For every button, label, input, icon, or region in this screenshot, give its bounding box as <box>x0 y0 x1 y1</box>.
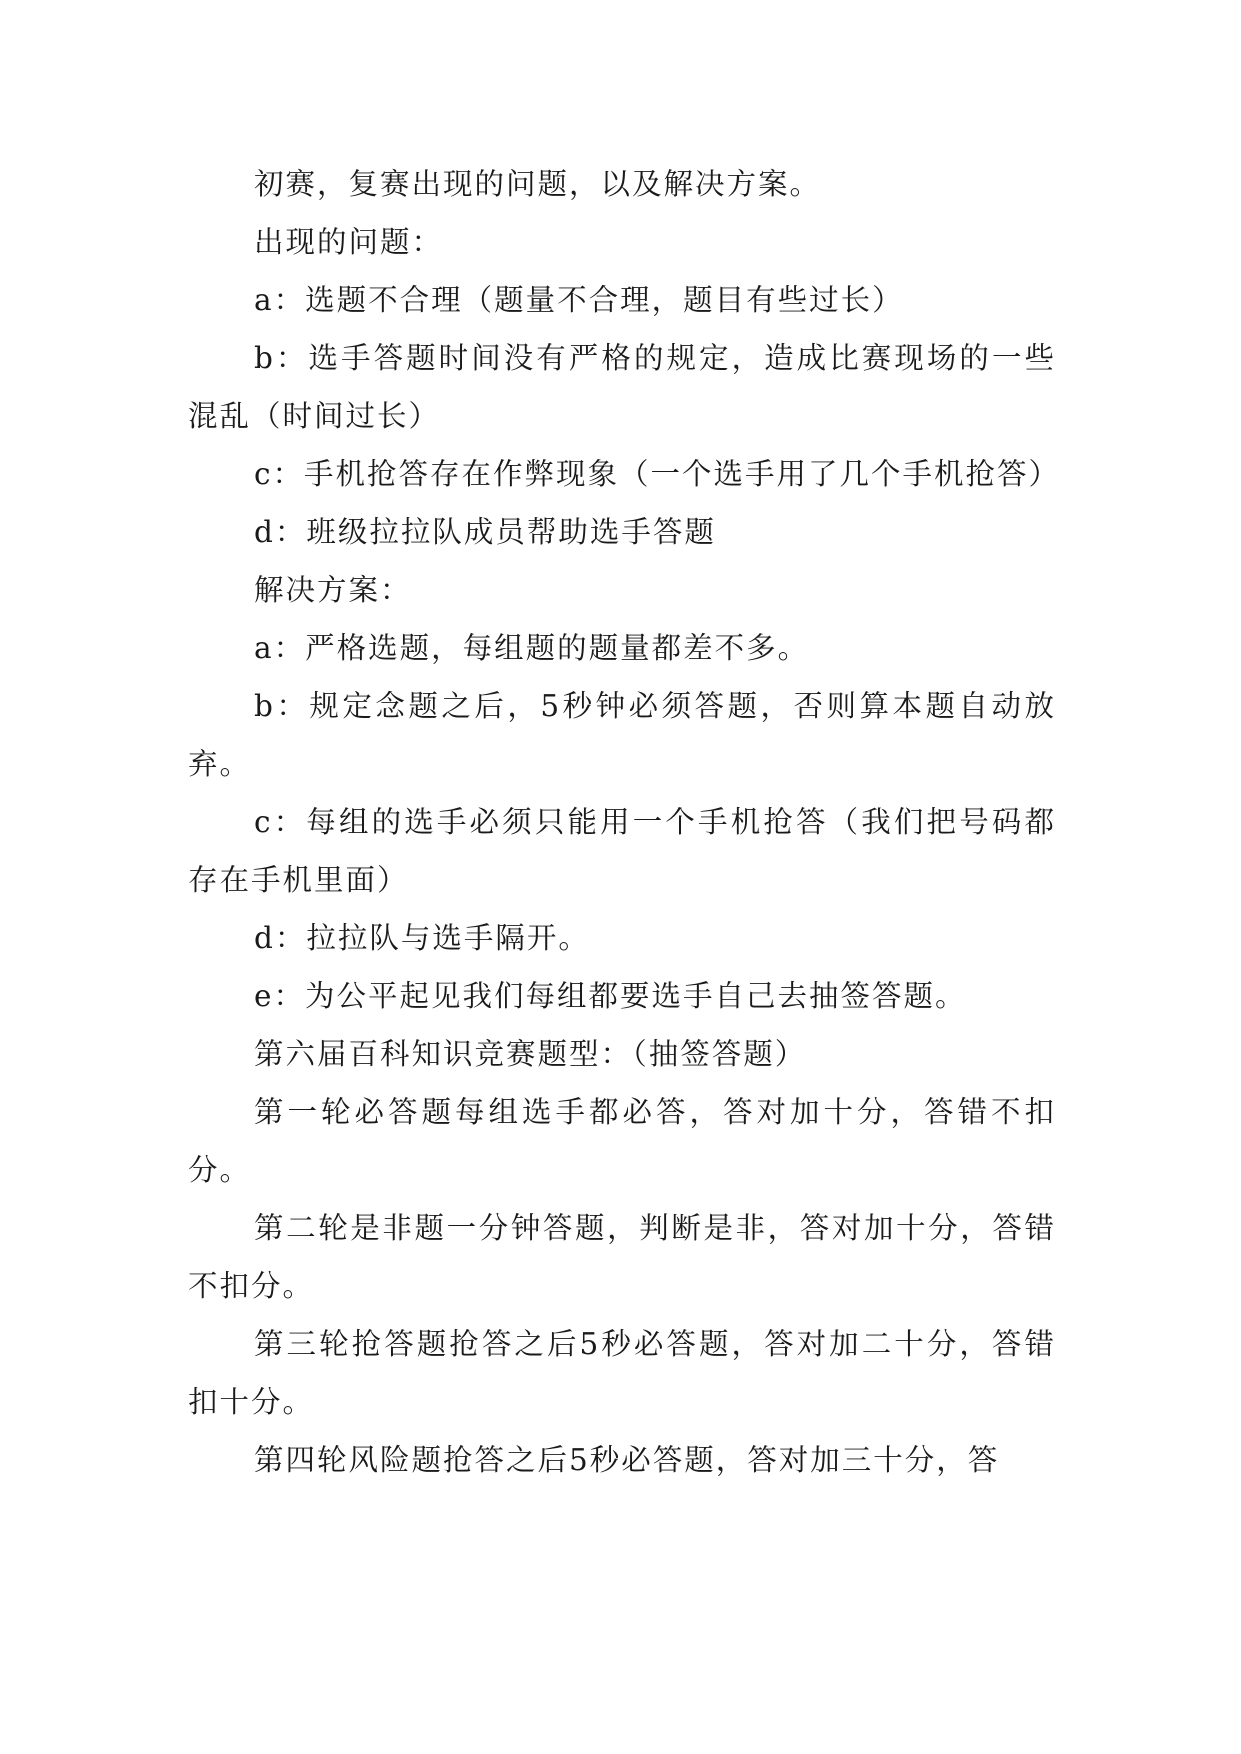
paragraph-problem-d: d：班级拉拉队成员帮助选手答题 <box>254 515 716 549</box>
paragraph-solution-e: e：为公平起见我们每组都要选手自己去抽签答题。 <box>254 979 967 1013</box>
paragraph-solution-d: d：拉拉队与选手隔开。 <box>254 921 590 955</box>
paragraph-solution-c: c：每组的选手必须只能用一个手机抢答（我们把号码都存在手机里面） <box>188 805 1056 897</box>
paragraph-problem-c: c：手机抢答存在作弊现象（一个选手用了几个手机抢答） <box>254 457 1061 491</box>
paragraph-solution-b: b：规定念题之后，5秒钟必须答题，否则算本题自动放弃。 <box>188 689 1056 781</box>
paragraph-problem-a: a：选题不合理（题量不合理，题目有些过长） <box>254 283 904 317</box>
paragraph-contest-format: 第六届百科知识竞赛题型：（抽签答题） <box>254 1037 807 1071</box>
paragraph-intro: 初赛，复赛出现的问题，以及解决方案。 <box>254 167 822 201</box>
document-body <box>188 155 1061 1489</box>
paragraph-problem-b: b：选手答题时间没有严格的规定，造成比赛现场的一些混乱（时间过长） <box>188 341 1056 433</box>
paragraph-round-3: 第三轮抢答题抢答之后5秒必答题，答对加二十分，答错扣十分。 <box>188 1327 1056 1419</box>
paragraph-round-1: 第一轮必答题每组选手都必答，答对加十分，答错不扣分。 <box>188 1095 1056 1187</box>
paragraph-problems-heading: 出现的问题： <box>254 225 444 259</box>
paragraph-round-4: 第四轮风险题抢答之后5秒必答题，答对加三十分，答 <box>254 1443 1000 1477</box>
paragraph-solution-a: a：严格选题，每组题的题量都差不多。 <box>254 631 810 665</box>
paragraph-round-2: 第二轮是非题一分钟答题，判断是非，答对加十分，答错不扣分。 <box>188 1211 1056 1303</box>
paragraph-solutions-heading: 解决方案： <box>254 573 412 607</box>
